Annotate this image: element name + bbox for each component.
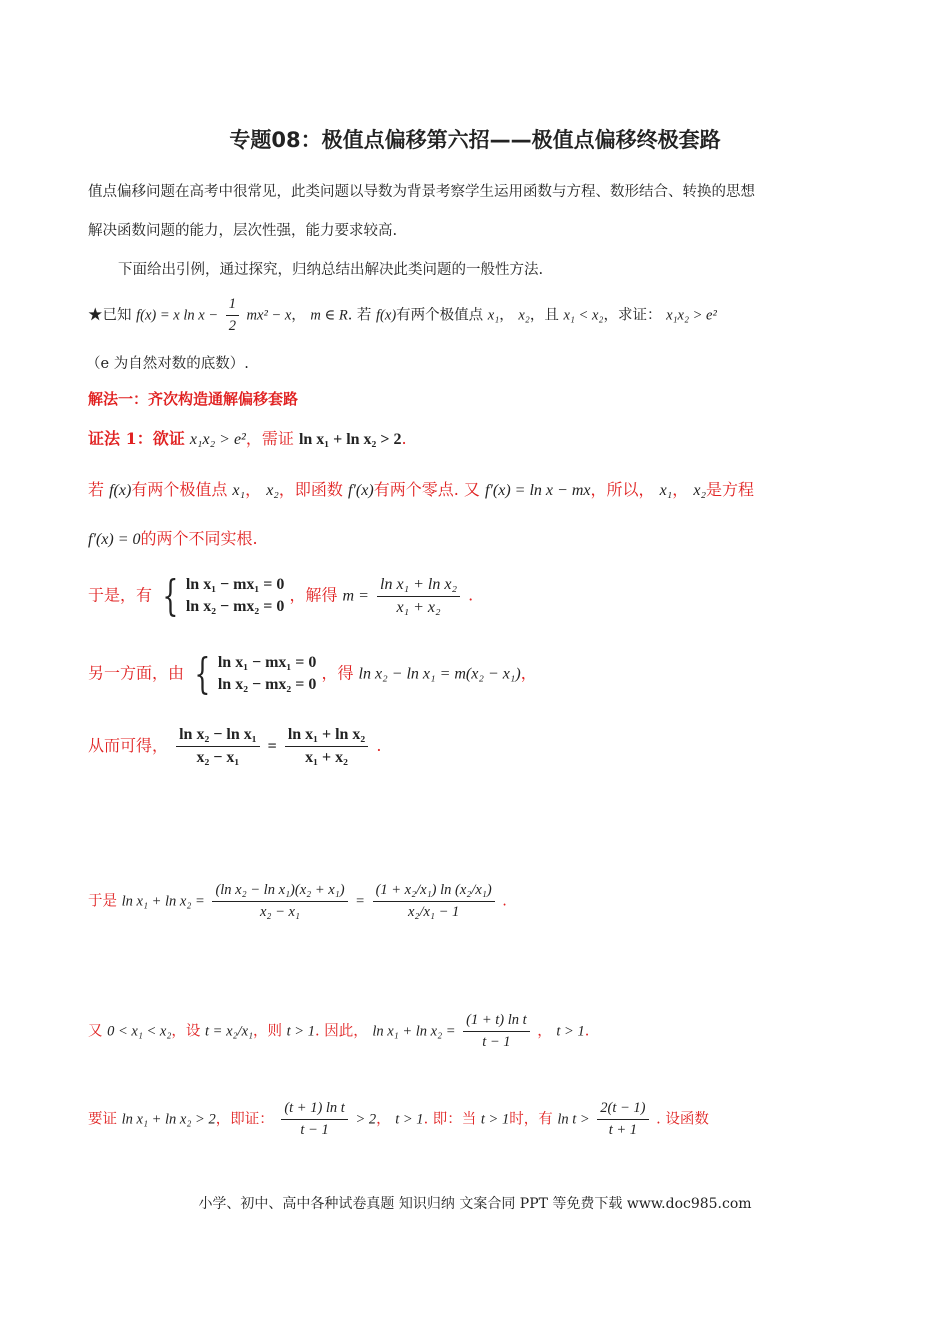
proof-line-9: 要证 ln x₁ + ln x₂ > 2，即证： $\frac{\text{(t + 1) ln t}}{t - 1}$ > 2， t > 1. 即：当 t > 1时，有 ln t > $\frac{2(t - 1)}{t + 1}$ . 设函数 xyxy=(88,1100,709,1138)
proof-line-1: 证法 1：欲证 x₁x₂ > e²，需证 ln x₁ + ln x₂ > 2. xyxy=(88,429,407,448)
star-icon: ★ xyxy=(88,307,103,324)
problem-line: ★已知 f(x) = x ln x − $\frac{1}{2}$ mx² − x， m ∈ R. 若 f(x)有两个极值点 x₁， x₂，且 x₁ < x₂，求证： x₁x₂ > e² xyxy=(88,296,717,334)
footer-text: 小学、初中、高中各种试卷真题 知识归纳 文案合同 PPT 等免费下载 www.doc985.com xyxy=(198,1196,752,1212)
proof-line-8: 又 0 < x₁ < x₂，设 t = x₂/x₁，则 t > 1. 因此， ln x₁ + ln x₂ = $\frac{\text{(1 + t) ln t}}{t - 1}$ ， t > 1. xyxy=(88,1012,590,1050)
equation-system: { ln x₁ − mx₁ = 0 ln x₂ − mx₂ = 0 xyxy=(162,571,285,620)
fraction-1: $\frac{\text{(ln x₂ − ln x₁)(x₂ + x₁)}}{\text{x₂ − x₁}}$ xyxy=(212,882,347,921)
fraction-half: $\frac{1}{2}$ xyxy=(226,296,239,335)
fraction-t: $\frac{\text{(1 + t) ln t}}{t - 1}$ xyxy=(463,1012,530,1051)
intro-line-2: 解决函数问题的能力，层次性强，能力要求较高. xyxy=(88,223,398,239)
fraction-left: $\frac{\text{ln x₂ − ln x₁}}{\text{x₂ − x₁}}$ xyxy=(176,726,259,767)
proof-line-2: 若 f(x)有两个极值点 x₁， x₂，即函数 f′(x)有两个零点. 又 f′(x) = ln x − mx，所以， x₁， x₂是方程 xyxy=(88,480,755,499)
proof-line-3: f′(x) = 0的两个不同实根. xyxy=(88,529,258,548)
method-heading: 解法一：齐次构造通解偏移套路 xyxy=(88,390,299,408)
fraction-ineq: $\frac{\text{(t + 1) ln t}}{t - 1}$ xyxy=(281,1100,348,1139)
fraction-right: $\frac{\text{ln x₁ + ln x₂}}{\text{x₁ + x₂}}$ xyxy=(285,726,368,767)
problem-note: （e 为自然对数的底数）. xyxy=(86,356,249,372)
proof-line-5: 另一方面，由 { ln x₁ − mx₁ = 0 ln x₂ − mx₂ = 0 ，得 ln x₂ − ln x₁ = m(x₂ − x₁)， xyxy=(88,649,537,698)
page-title: 专题08：极值点偏移第六招——极值点偏移终极套路 xyxy=(229,128,721,152)
intro-line-1: 值点偏移问题在高考中很常见，此类问题以导数为背景考察学生运用函数与方程、数形结合、转换的思想 xyxy=(88,184,755,200)
proof-line-7: 于是 ln x₁ + ln x₂ = $\frac{\text{(ln x₂ − ln x₁)(x₂ + x₁)}}{\text{x₂ − x₁}}$ = $\frac{\text{(1 + x₂/x₁) ln (x₂/x₁)}}{\text{x₂/x₁ − 1}}$ . xyxy=(88,882,507,920)
equation-system: { ln x₁ − mx₁ = 0 ln x₂ − mx₂ = 0 xyxy=(194,649,317,698)
proof-line-4: 于是，有 { ln x₁ − mx₁ = 0 ln x₂ − mx₂ = 0 ，解得 m = $\frac{\text{ln x₁ + ln x₂}}{\text{x₁ + x₂}}$ . xyxy=(88,571,474,620)
proof-line-6: 从而可得， $\frac{\text{ln x₂ − ln x₁}}{\text{x₂ − x₁}}$ = $\frac{\text{ln x₁ + ln x₂}}{\text{x₁ + x₂}}$ . xyxy=(88,726,382,766)
fraction-2: $\frac{\text{(1 + x₂/x₁) ln (x₂/x₁)}}{\text{x₂/x₁ − 1}}$ xyxy=(373,882,495,921)
fraction-lnt: $\frac{2(t - 1)}{t + 1}$ xyxy=(597,1100,648,1139)
fraction-m: $\frac{\text{ln x₁ + ln x₂}}{\text{x₁ + x₂}}$ xyxy=(377,576,460,617)
intro-line-3: 下面给出引例，通过探究，归纳总结出解决此类问题的一般性方法. xyxy=(118,262,544,278)
